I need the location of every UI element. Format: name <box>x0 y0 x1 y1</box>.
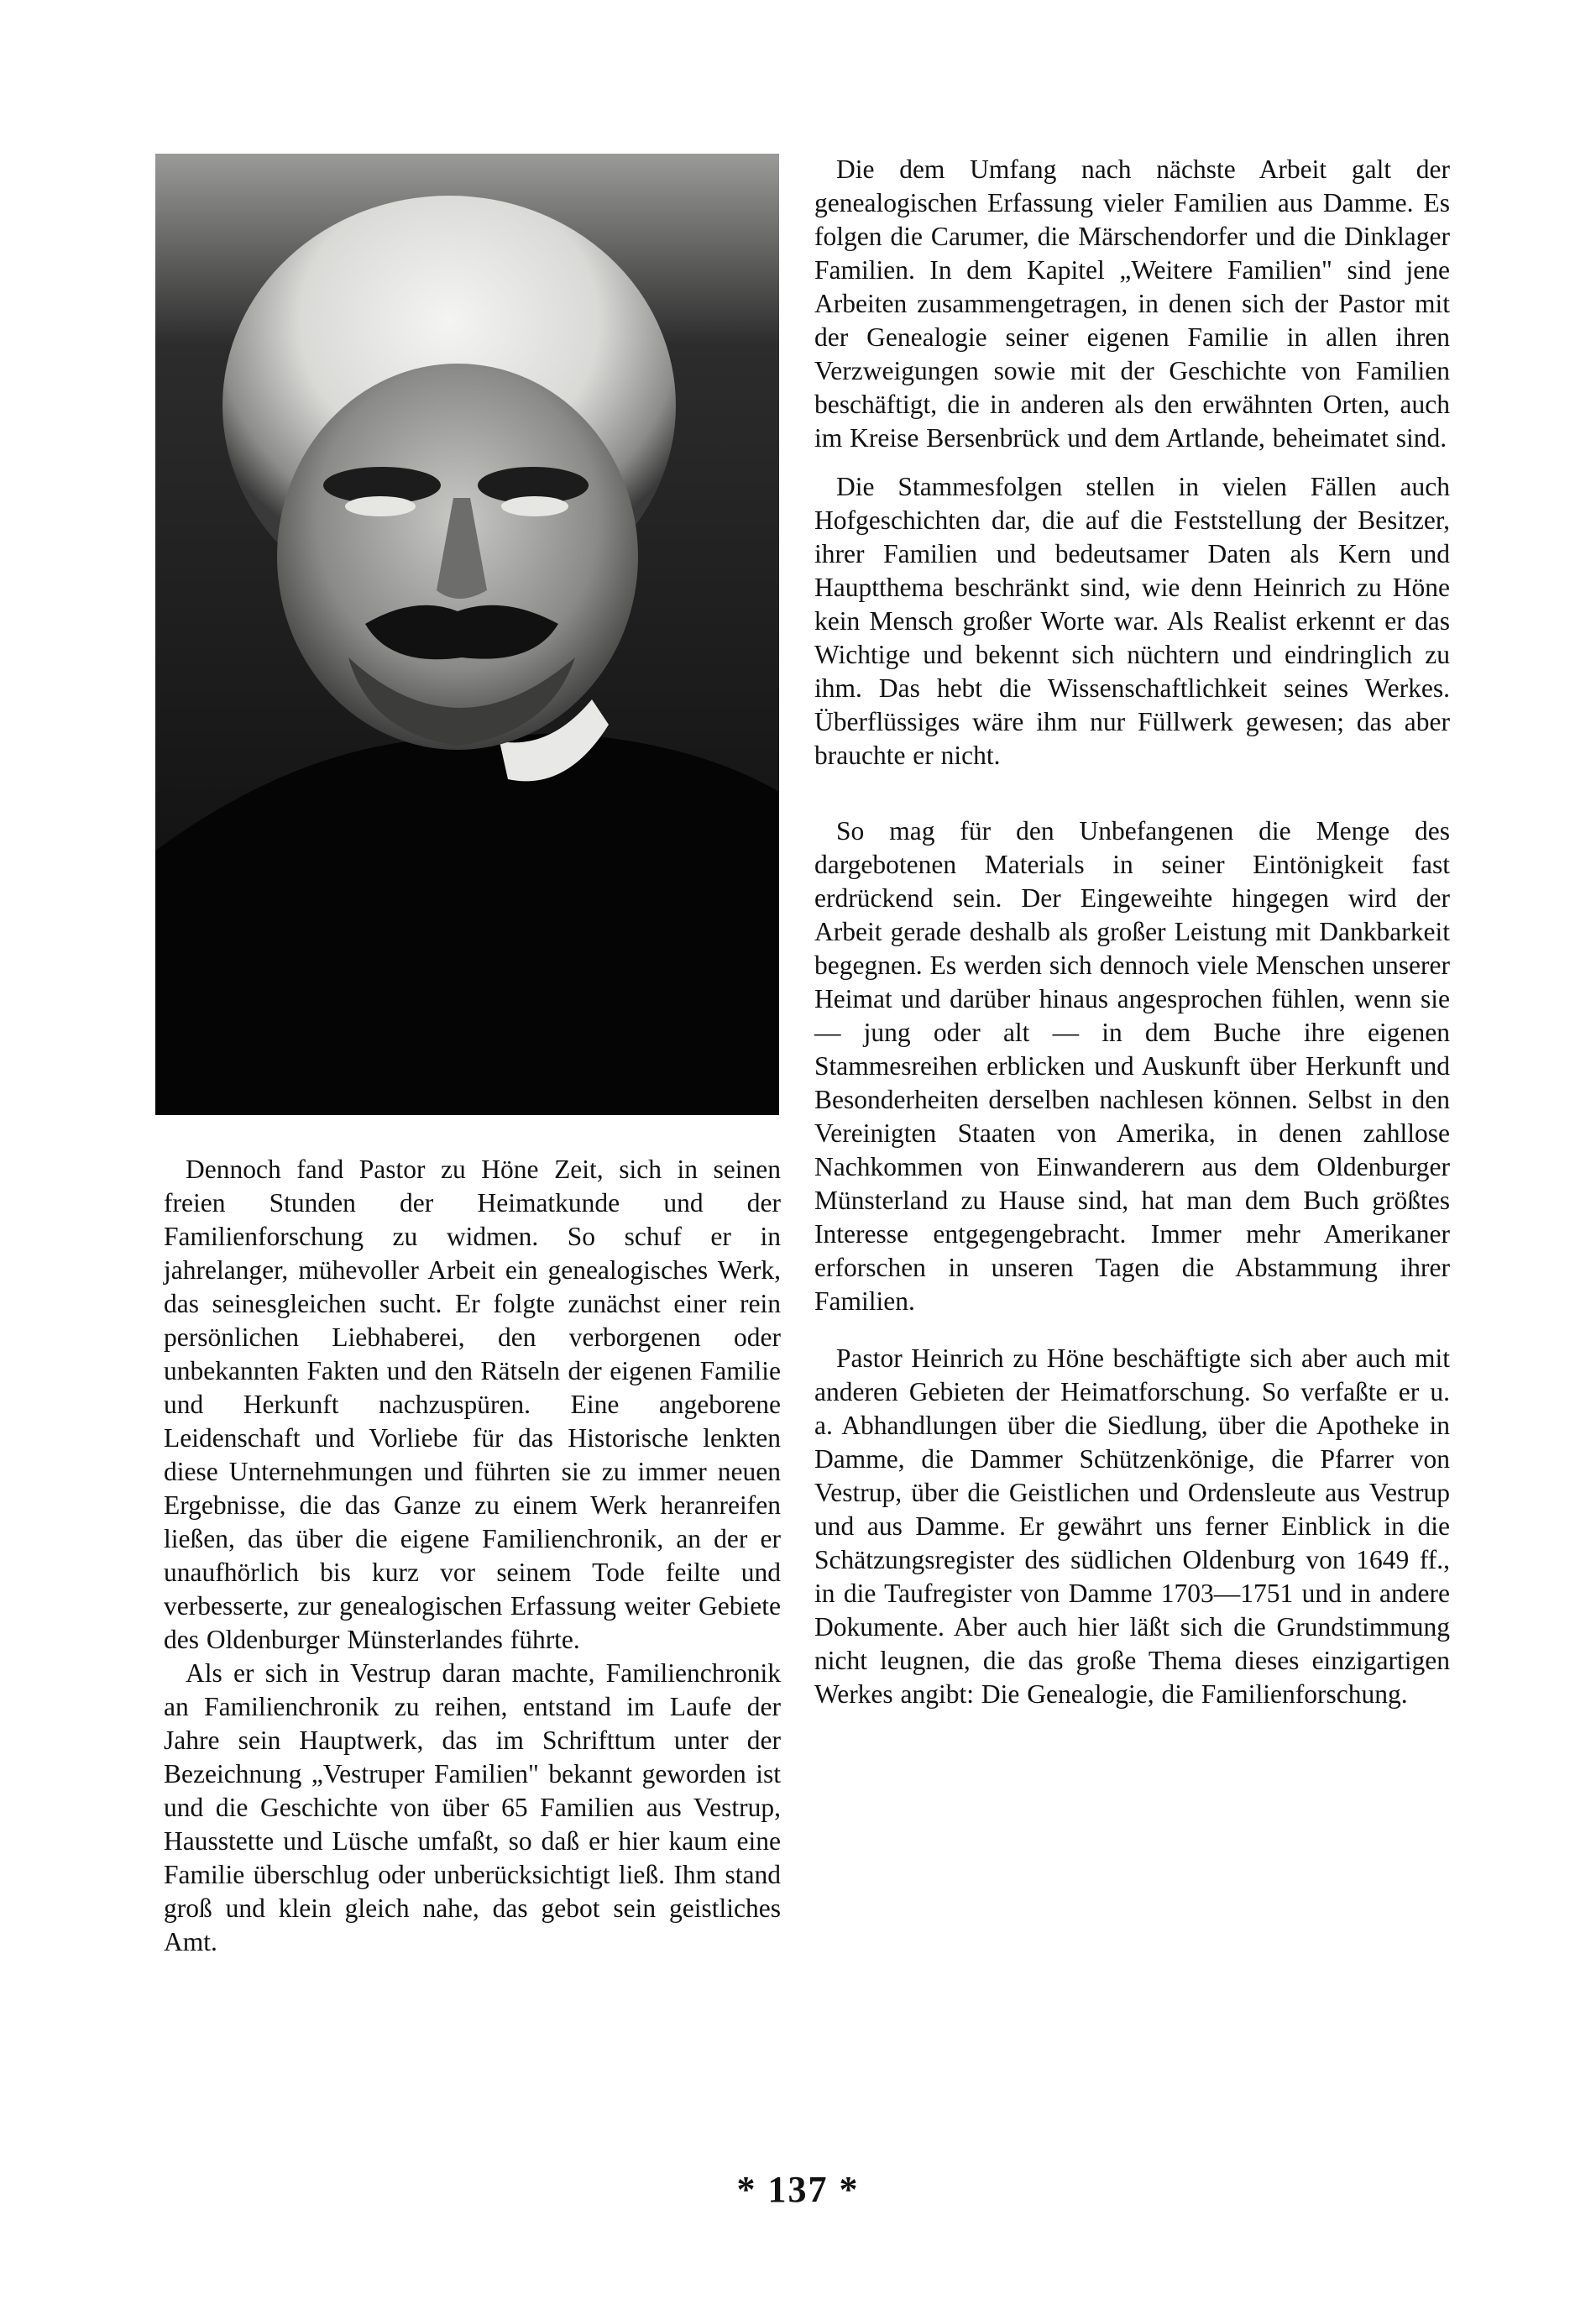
right-text-column <box>814 153 1450 1711</box>
paragraph: Pastor Heinrich zu Höne beschäftigte sich aber auch mit anderen Gebieten der Heimatforschung. So verfaßte er u. a. Abhandlungen über die Siedlung, über die Apotheke in Damme, die Dammer Schützenkönige, die Pfarrer von Vestrup, über die Geistlichen und Ordensleute aus Vestrup und aus Damme. Er gewährt uns ferner Einblick in die Schätzungsregister des südlichen Oldenburg von 1649 ff., in die Taufregister von Damme 1703—1751 und in andere Dokumente. Aber auch hier läßt sich die Grundstimmung nicht leugnen, die das große Thema dieses einzigartigen Werkes angibt: Die Genealogie, die Familienforschung. <box>814 1343 1450 1709</box>
paragraph: Dennoch fand Pastor zu Höne Zeit, sich in seinen freien Stunden der Heimatkunde und der Familienforschung zu widmen. So schuf er in jahrelanger, mühevoller Arbeit ein genealogisches Werk, das seinesgleichen sucht. Er folgte zunächst einer rein persönlichen Liebhaberei, den verborgenen oder unbekannten Fakten und den Rätseln der eigenen Familie und Herkunft nachzuspüren. Eine angeborene Leidenschaft und Vorliebe für das Historische lenkten diese Unternehmungen und führten sie zu immer neuen Ergebnisse, die das Ganze zu einem Werk heranreifen ließen, das über die eigene Familienchronik, an der er unaufhörlich bis kurz vor seinem Tode feilte und verbesserte, zur genealogischen Erfassung weiter Gebiete des Oldenburger Münsterlandes führte. <box>164 1155 781 1654</box>
portrait-photograph <box>155 154 779 1115</box>
paragraph: Die dem Umfang nach nächste Arbeit galt der genealogischen Erfassung vieler Familien aus Damme. Es folgen die Carumer, die Märschendorfer und die Dinklager Familien. In dem Kapitel „Weitere Familien" sind jene Arbeiten zusammengetragen, in denen sich der Pastor mit der Genealogie seiner eigenen Familie in allen ihren Verzweigungen sowie mit der Geschichte von Familien beschäftigt, die in anderen als den erwähnten Orten, auch im Kreise Bersenbrück und dem Artlande, beheimatet sind. <box>814 154 1450 453</box>
paragraph: Als er sich in Vestrup daran machte, Familienchronik an Familienchronik zu reihen, entstand im Laufe der Jahre sein Hauptwerk, das im Schrifttum unter der Bezeichnung „Vestruper Familien" bekannt geworden ist und die Geschichte von über 65 Familien aus Vestrup, Hausstette und Lüsche umfaßt, so daß er hier kaum eine Familie überschlug oder unberücksichtigt ließ. Ihm stand groß und klein gleich nahe, das gebot sein geistliches Amt. <box>164 1658 781 1956</box>
portrait-photo-icon <box>155 154 779 1115</box>
paragraph: Die Stammesfolgen stellen in vielen Fällen auch Hofgeschichten dar, die auf die Feststellung der Besitzer, ihrer Familien und bedeutsamer Daten als Kern und Hauptthema beschränkt sind, wie denn Heinrich zu Höne kein Mensch großer Worte war. Als Realist erkennt er das Wichtige und bekennt sich nüchtern und eindringlich zu ihm. Das hebt die Wissenschaftlichkeit seines Werkes. Überflüssiges wäre ihm nur Füllwerk gewesen; das aber brauchte er nicht. <box>814 472 1450 770</box>
paragraph: So mag für den Unbefangenen die Menge des dargebotenen Materials in seiner Eintönigkeit fast erdrückend sein. Der Eingeweihte hingegen wird der Arbeit gerade deshalb als großer Leistung mit Dankbarkeit begegnen. Es werden sich dennoch viele Menschen unserer Heimat und darüber hinaus angesprochen fühlen, wenn sie — jung oder alt — in dem Buche ihre eigenen Stammesreihen erblicken und Auskunft über Herkunft und Besonderheiten derselben nachlesen können. Selbst in den Vereinigten Staaten von Amerika, in denen zahllose Nachkommen von Einwanderern aus dem Oldenburger Münsterland zu Hause sind, hat man dem Buch größtes Interesse entgegengebracht. Immer mehr Amerikaner erforschen in unseren Tagen die Abstammung ihrer Familien. <box>814 816 1450 1316</box>
page-number: * 137 * <box>736 2169 860 2210</box>
left-text-column <box>164 1153 781 1959</box>
